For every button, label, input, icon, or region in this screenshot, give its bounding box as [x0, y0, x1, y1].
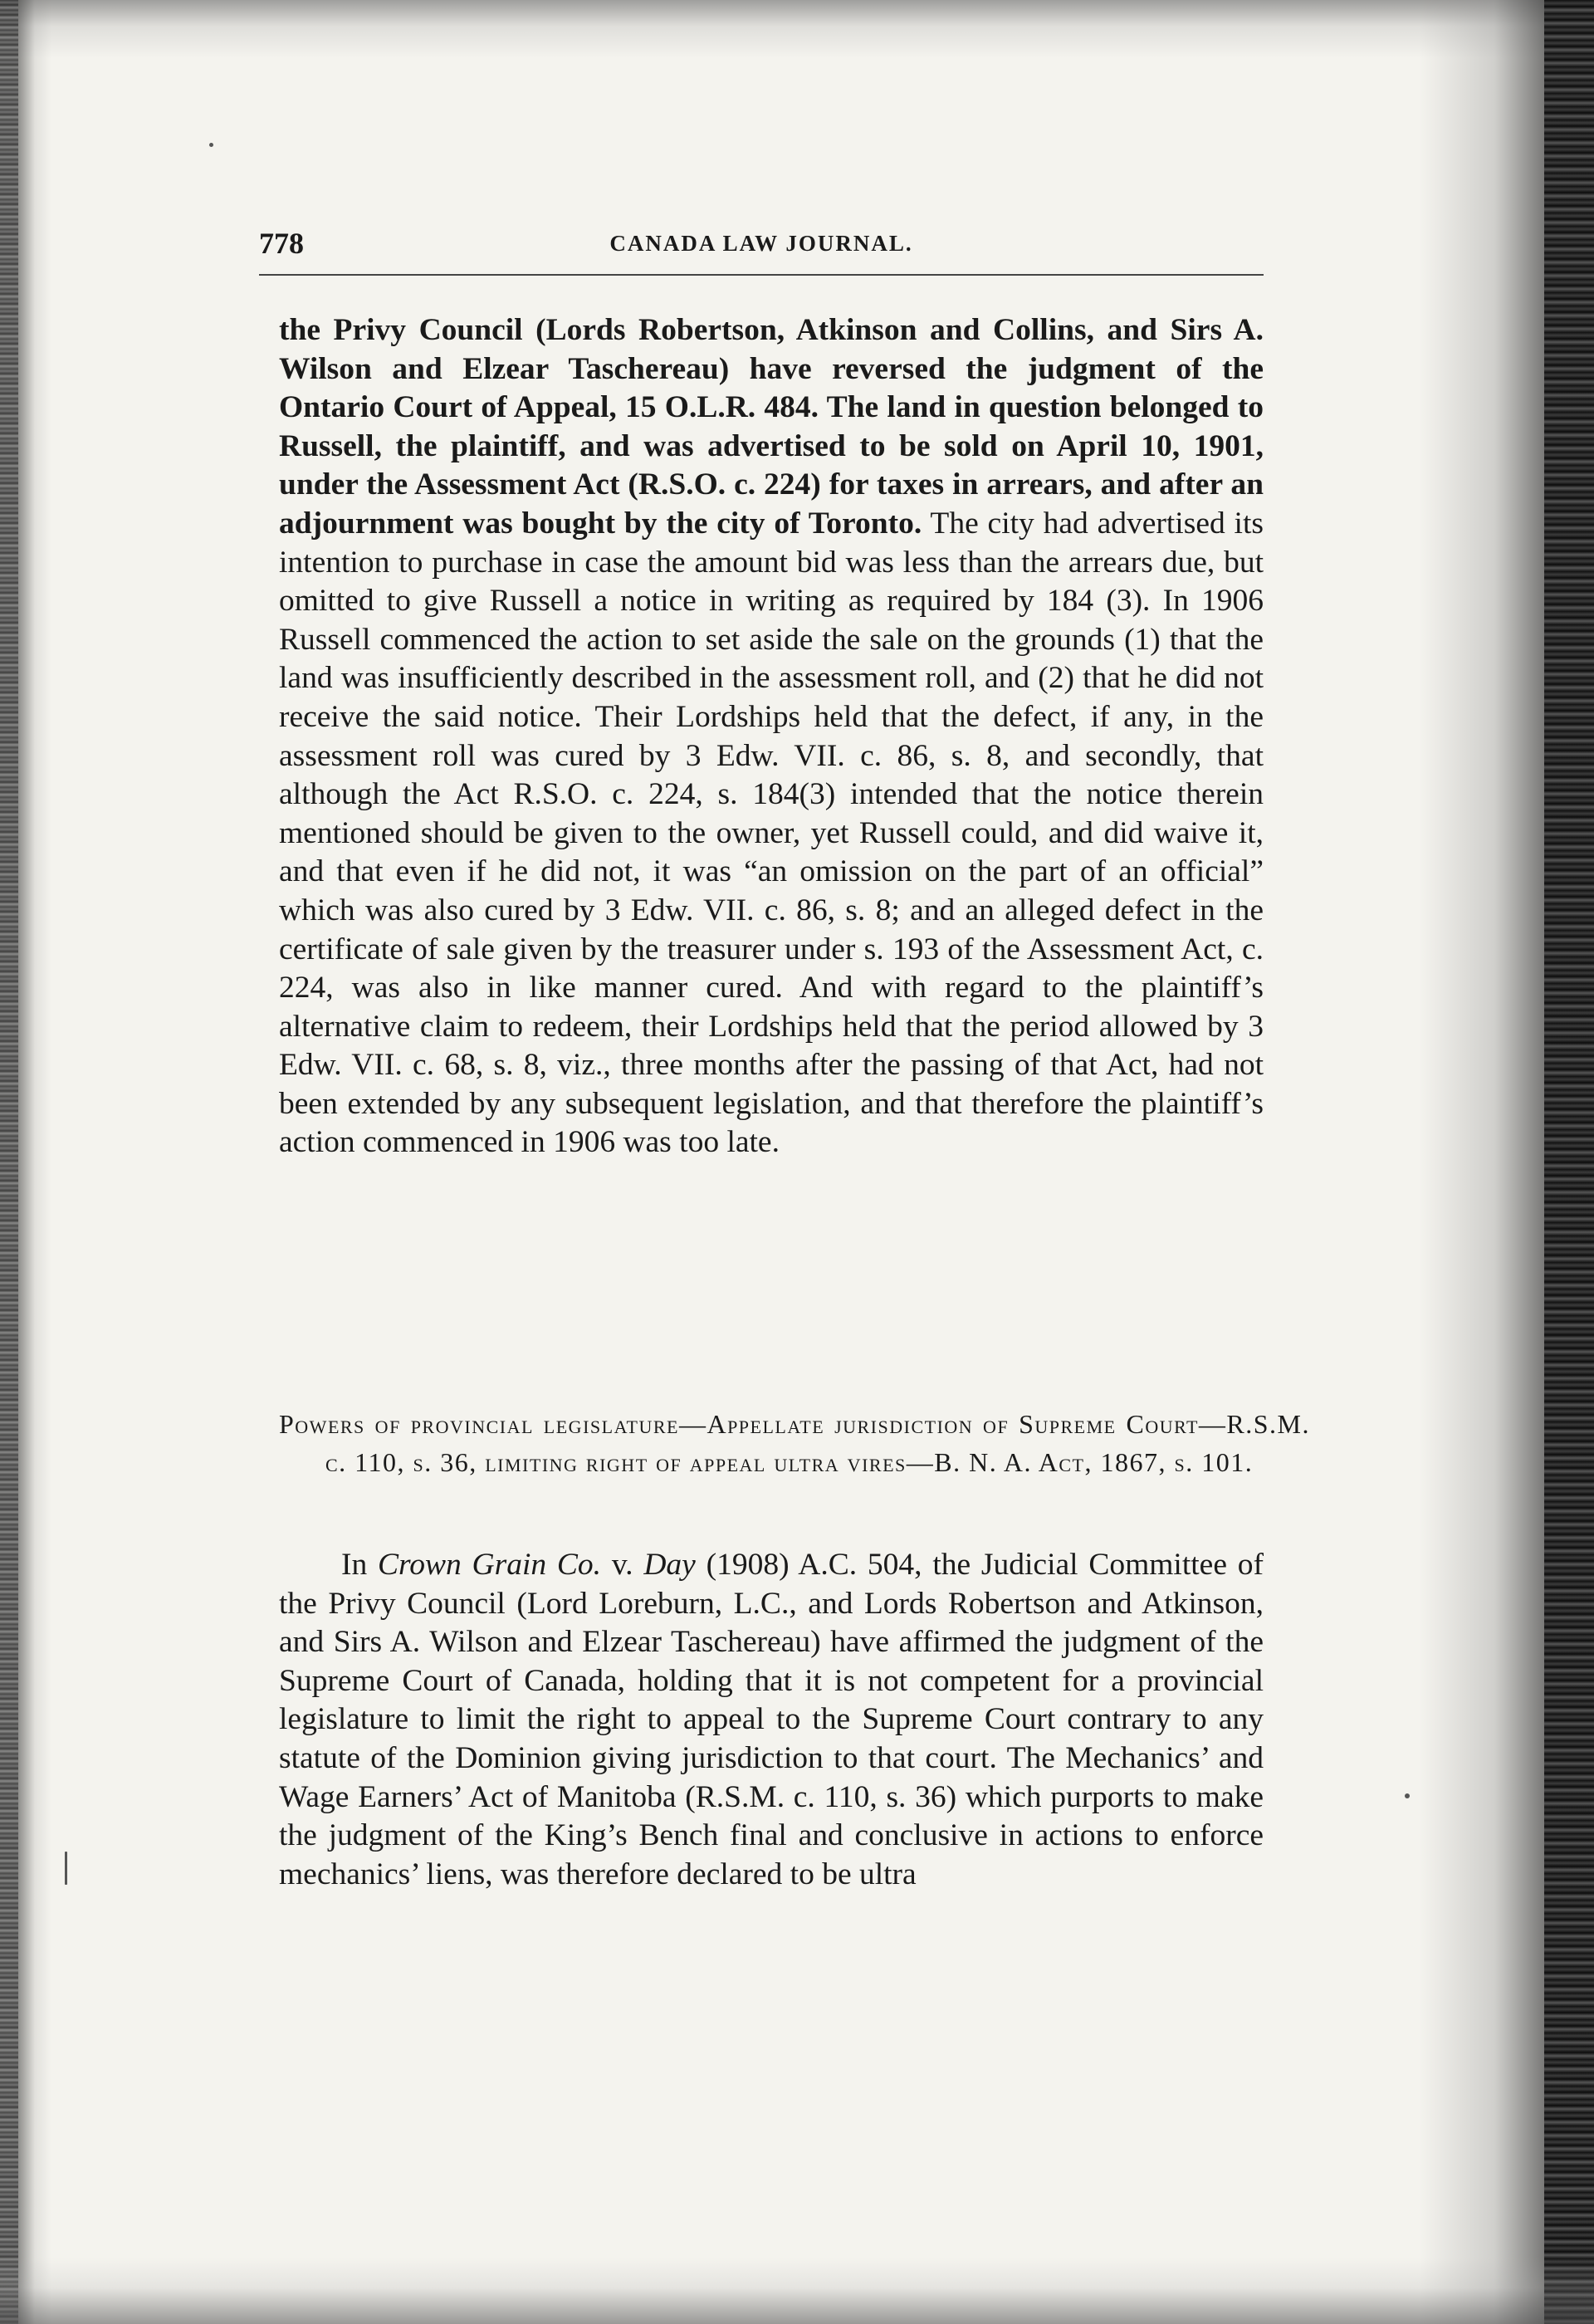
scan-right-shadow — [1420, 0, 1544, 2324]
scan-speck — [65, 1852, 67, 1885]
paragraph-intro: In — [341, 1548, 379, 1582]
scan-top-edge — [0, 0, 1594, 58]
case-party: Day — [643, 1548, 696, 1582]
scan-bottom-edge — [0, 2258, 1594, 2324]
paragraph-reversal-report — [279, 311, 1264, 1162]
section-heading: Powers of provincial legislature—Appellate jurisdiction of Supreme Court—R.S.M. c. 110, s. 36, limiting right of appeal ultra vires—B. N. A. Act, 1867, s. 101. — [279, 1409, 1310, 1477]
paragraph-crown-grain-case — [279, 1546, 1264, 1894]
scan-speck — [209, 143, 213, 147]
versus: v. — [601, 1548, 644, 1582]
journal-title: CANADA LAW JOURNAL. — [609, 231, 913, 256]
page-number: 778 — [259, 227, 304, 260]
scan-speck — [1405, 1793, 1410, 1798]
scan-left-edge — [0, 0, 18, 2324]
paragraph-bold-part: the Privy Council (Lords Robertson, Atkinson and Collins, and Sirs A. Wilson and Elzear Taschereau) have reversed the judgment of the Ontario Court of Appeal, 15 O.L.R. 484. The land in question belonged to Russell, the plaintiff, and was advertised to be sold on April 10, 1901, under the Assessment Act (R.S.O. c. 224) for taxes in arrears, and after an adjournment was bought by the city of Toronto. — [279, 313, 1264, 541]
case-name: Crown Grain Co. — [378, 1548, 602, 1582]
header-rule — [259, 274, 1264, 276]
scan-left-shadow — [18, 0, 51, 2324]
paragraph-normal-part: The city had advertised its intention to purchase in case the amount bid was less than the arrears due, but omitted to give Russell a notice in writing as required by 184 (3). In 1906 Russell commenced the action to set aside the sale on the grounds (1) that the land was insufficiently described in the assessment roll, and (2) that he did not receive the said notice. Their Lordships held that the defect, if any, in the assessment roll was cured by 3 Edw. VII. c. 86, s. 8, and secondly, that although the Act R.S.O. c. 224, s. 184(3) intended that the notice therein mentioned should be given to the owner, yet Russell could, and did waive it, and that even if he did not, it was “an omission on the part of an official” which was also cured by 3 Edw. VII. c. 86, s. 8; and an alleged defect in the certificate of sale given by the treasurer under s. 193 of the Assessment Act, c. 224, was also in like manner cured. And with regard to the plaintiff’s alternative claim to redeem, their Lordships held that the period allowed by 3 Edw. VII. c. 68, s. 8, viz., three months after the passing of that Act, had not been extended by any subsequent legislation, and that therefore the plaintiff’s action commenced in 1906 was too late. — [279, 506, 1264, 1160]
paragraph-rest: (1908) A.C. 504, the Judicial Committee of the Privy Council (Lord Loreburn, L.C., and Lords Robertson and Atkinson, and Sirs A. Wilson and Elzear Taschereau) have affirmed the judgment of the Supreme Court of Canada, holding that it is not competent for a provincial legislature to limit the right to appeal to the Supreme Court contrary to any statute of the Dominion giving jurisdiction to that court. The Mechanics’ and Wage Earners’ Act of Manitoba (R.S.M. c. 110, s. 36) which purports to make the judgment of the King’s Bench final and conclusive in actions to enforce mechanics’ liens, was therefore declared to be ultra — [279, 1548, 1264, 1891]
scan-right-edge — [1544, 0, 1594, 2324]
running-head — [259, 226, 1264, 267]
